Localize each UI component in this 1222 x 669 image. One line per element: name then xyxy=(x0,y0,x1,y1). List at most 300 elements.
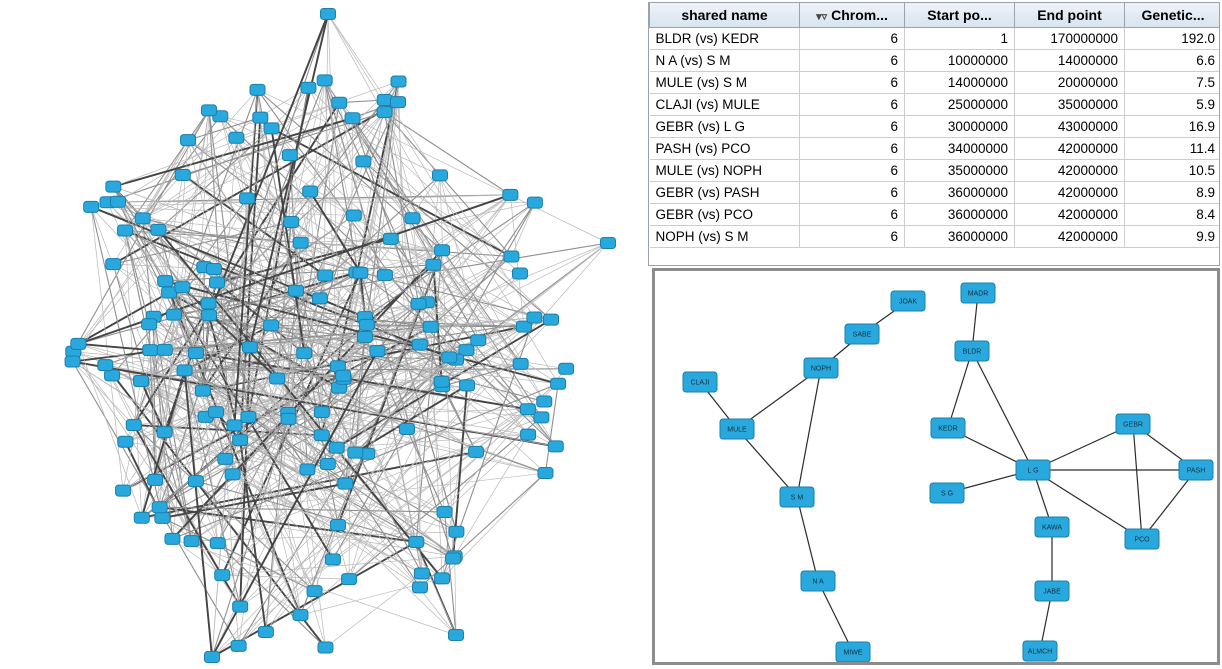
network-edge[interactable] xyxy=(797,497,818,581)
network-node[interactable] xyxy=(405,213,420,224)
network-node[interactable] xyxy=(270,373,285,384)
node-shape[interactable] xyxy=(503,189,518,200)
network-node[interactable] xyxy=(142,319,157,330)
node-shape[interactable] xyxy=(281,413,296,424)
node-shape[interactable] xyxy=(411,298,426,309)
node-shape[interactable] xyxy=(297,348,312,359)
table-row[interactable] xyxy=(650,72,1221,94)
node-shape[interactable] xyxy=(413,582,428,593)
node-shape[interactable] xyxy=(527,312,542,323)
node-shape[interactable] xyxy=(446,553,461,564)
node-shape[interactable] xyxy=(65,356,80,367)
network-node[interactable] xyxy=(353,267,368,278)
network-node[interactable] xyxy=(297,348,312,359)
node-shape[interactable] xyxy=(551,378,566,389)
network-node[interactable] xyxy=(1016,460,1050,480)
node-shape[interactable] xyxy=(188,476,203,487)
network-node[interactable] xyxy=(548,441,563,452)
network-node[interactable] xyxy=(181,135,196,146)
node-shape[interactable] xyxy=(320,458,335,469)
table-row[interactable] xyxy=(650,28,1221,50)
network-node[interactable] xyxy=(98,360,113,371)
node-shape[interactable] xyxy=(205,652,220,663)
network-node[interactable] xyxy=(346,210,361,221)
node-shape[interactable] xyxy=(435,573,450,584)
network-node[interactable] xyxy=(253,112,268,123)
network-node[interactable] xyxy=(84,201,99,212)
network-node[interactable] xyxy=(370,345,385,356)
network-node[interactable] xyxy=(512,268,527,279)
node-shape[interactable] xyxy=(181,135,196,146)
node-shape[interactable] xyxy=(318,270,333,281)
node-shape[interactable] xyxy=(106,259,121,270)
node-shape[interactable] xyxy=(537,396,552,407)
table-row[interactable] xyxy=(650,116,1221,138)
network-node[interactable] xyxy=(205,652,220,663)
network-node[interactable] xyxy=(188,476,203,487)
network-node[interactable] xyxy=(118,225,133,236)
node-shape[interactable] xyxy=(258,626,273,637)
network-node[interactable] xyxy=(312,293,327,304)
node-shape[interactable] xyxy=(460,380,475,391)
node-shape[interactable] xyxy=(559,363,574,374)
node-shape[interactable] xyxy=(307,586,322,597)
network-node[interactable] xyxy=(314,430,329,441)
node-shape[interactable] xyxy=(338,478,353,489)
node-shape[interactable] xyxy=(332,97,347,108)
network-node[interactable] xyxy=(106,181,121,192)
network-node[interactable] xyxy=(177,365,192,376)
node-shape[interactable] xyxy=(325,554,340,565)
network-node[interactable] xyxy=(412,339,427,350)
node-shape[interactable] xyxy=(233,601,248,612)
network-node[interactable] xyxy=(293,610,308,621)
network-node[interactable] xyxy=(527,197,542,208)
network-node[interactable] xyxy=(399,424,414,435)
network-node[interactable] xyxy=(504,251,519,262)
node-shape[interactable] xyxy=(353,267,368,278)
network-node[interactable] xyxy=(188,347,203,358)
network-node[interactable] xyxy=(377,94,392,105)
node-shape[interactable] xyxy=(432,170,447,181)
network-node[interactable] xyxy=(330,520,345,531)
node-shape[interactable] xyxy=(264,123,279,134)
node-shape[interactable] xyxy=(544,314,559,325)
node-shape[interactable] xyxy=(143,345,158,356)
network-node[interactable] xyxy=(383,233,398,244)
node-shape[interactable] xyxy=(377,270,392,281)
node-shape[interactable] xyxy=(157,344,172,355)
node-shape[interactable] xyxy=(293,237,308,248)
network-node[interactable] xyxy=(1035,581,1069,601)
node-shape[interactable] xyxy=(111,196,126,207)
node-shape[interactable] xyxy=(151,224,166,235)
node-shape[interactable] xyxy=(242,342,257,353)
network-node[interactable] xyxy=(284,217,299,228)
node-shape[interactable] xyxy=(435,245,450,256)
node-shape[interactable] xyxy=(133,375,148,386)
network-node[interactable] xyxy=(152,502,167,513)
network-edge[interactable] xyxy=(1133,424,1142,539)
node-shape[interactable] xyxy=(152,502,167,513)
network-node[interactable] xyxy=(503,189,518,200)
network-node[interactable] xyxy=(442,352,457,363)
node-shape[interactable] xyxy=(318,642,333,653)
network-node[interactable] xyxy=(320,458,335,469)
network-node[interactable] xyxy=(65,356,80,367)
network-node[interactable] xyxy=(175,282,190,293)
node-shape[interactable] xyxy=(442,352,457,363)
node-shape[interactable] xyxy=(377,107,392,118)
network-node[interactable] xyxy=(414,568,429,579)
node-shape[interactable] xyxy=(330,520,345,531)
network-node[interactable] xyxy=(71,338,86,349)
network-node[interactable] xyxy=(377,107,392,118)
network-node[interactable] xyxy=(134,512,149,523)
network-node[interactable] xyxy=(460,380,475,391)
network-node[interactable] xyxy=(281,413,296,424)
network-node[interactable] xyxy=(359,319,374,330)
network-node[interactable] xyxy=(206,263,221,274)
network-node[interactable] xyxy=(175,169,190,180)
network-node[interactable] xyxy=(184,536,199,547)
node-shape[interactable] xyxy=(208,407,223,418)
node-shape[interactable] xyxy=(345,113,360,124)
network-node[interactable] xyxy=(423,321,438,332)
node-shape[interactable] xyxy=(165,533,180,544)
network-node[interactable] xyxy=(233,601,248,612)
node-shape[interactable] xyxy=(504,251,519,262)
column-header-shared-name[interactable] xyxy=(650,3,800,28)
network-node[interactable] xyxy=(432,170,447,181)
network-node[interactable] xyxy=(303,186,318,197)
node-shape[interactable] xyxy=(412,339,427,350)
node-shape[interactable] xyxy=(548,441,563,452)
network-node[interactable] xyxy=(157,427,172,438)
node-shape[interactable] xyxy=(527,197,542,208)
node-shape[interactable] xyxy=(423,321,438,332)
node-shape[interactable] xyxy=(233,435,248,446)
network-node[interactable] xyxy=(209,277,224,288)
network-node[interactable] xyxy=(471,335,486,346)
network-node[interactable] xyxy=(158,276,173,287)
node-shape[interactable] xyxy=(225,469,240,480)
node-shape[interactable] xyxy=(405,213,420,224)
node-shape[interactable] xyxy=(300,464,315,475)
node-shape[interactable] xyxy=(293,610,308,621)
node-shape[interactable] xyxy=(348,447,363,458)
network-node[interactable] xyxy=(118,436,133,447)
node-shape[interactable] xyxy=(336,370,351,381)
node-shape[interactable] xyxy=(314,430,329,441)
network-node[interactable] xyxy=(411,298,426,309)
network-node[interactable] xyxy=(325,554,340,565)
node-shape[interactable] xyxy=(166,309,181,320)
network-node[interactable] xyxy=(437,506,452,517)
network-node[interactable] xyxy=(521,429,536,440)
node-shape[interactable] xyxy=(106,181,121,192)
network-node[interactable] xyxy=(357,331,372,342)
network-node[interactable] xyxy=(342,574,357,585)
node-shape[interactable] xyxy=(449,630,464,641)
node-shape[interactable] xyxy=(218,453,233,464)
node-shape[interactable] xyxy=(184,536,199,547)
node-shape[interactable] xyxy=(321,9,336,20)
network-node[interactable] xyxy=(338,478,353,489)
network-node[interactable] xyxy=(162,287,177,298)
table-row[interactable] xyxy=(650,50,1221,72)
node-shape[interactable] xyxy=(229,132,244,143)
node-shape[interactable] xyxy=(210,538,225,549)
table-row[interactable] xyxy=(650,204,1221,226)
node-shape[interactable] xyxy=(513,358,528,369)
network-node[interactable] xyxy=(683,372,717,392)
network-node[interactable] xyxy=(300,464,315,475)
network-node[interactable] xyxy=(426,259,441,270)
network-node[interactable] xyxy=(218,453,233,464)
node-shape[interactable] xyxy=(357,331,372,342)
subnetwork-view[interactable] xyxy=(652,268,1220,665)
network-edge[interactable] xyxy=(797,368,821,497)
network-node[interactable] xyxy=(537,396,552,407)
network-node[interactable] xyxy=(242,342,257,353)
table-row[interactable] xyxy=(650,182,1221,204)
network-node[interactable] xyxy=(250,84,265,95)
network-node[interactable] xyxy=(520,404,535,415)
node-shape[interactable] xyxy=(391,76,406,87)
network-node[interactable] xyxy=(106,259,121,270)
network-node[interactable] xyxy=(227,420,242,431)
network-node[interactable] xyxy=(210,538,225,549)
network-node[interactable] xyxy=(105,370,120,381)
node-shape[interactable] xyxy=(118,225,133,236)
node-shape[interactable] xyxy=(195,385,210,396)
node-shape[interactable] xyxy=(449,526,464,537)
network-node[interactable] xyxy=(233,435,248,446)
network-edge[interactable] xyxy=(105,365,222,575)
node-shape[interactable] xyxy=(359,319,374,330)
network-node[interactable] xyxy=(282,150,297,161)
network-node[interactable] xyxy=(435,573,450,584)
edge-table-panel[interactable] xyxy=(648,2,1220,266)
network-node[interactable] xyxy=(469,446,484,457)
network-node[interactable] xyxy=(165,533,180,544)
node-shape[interactable] xyxy=(188,347,203,358)
network-node[interactable] xyxy=(264,320,279,331)
network-node[interactable] xyxy=(348,447,363,458)
subnetwork-canvas[interactable] xyxy=(655,271,1217,662)
column-header-chromosome[interactable] xyxy=(800,3,905,28)
node-shape[interactable] xyxy=(227,420,242,431)
node-shape[interactable] xyxy=(312,293,327,304)
node-shape[interactable] xyxy=(469,446,484,457)
network-node[interactable] xyxy=(544,314,559,325)
node-shape[interactable] xyxy=(177,365,192,376)
network-node[interactable] xyxy=(318,270,333,281)
network-node[interactable] xyxy=(409,536,424,547)
column-header-start-point[interactable] xyxy=(905,3,1015,28)
network-node[interactable] xyxy=(1023,641,1057,661)
node-shape[interactable] xyxy=(240,193,255,204)
network-node[interactable] xyxy=(317,75,332,86)
network-node[interactable] xyxy=(538,468,553,479)
network-node[interactable] xyxy=(434,376,449,387)
node-shape[interactable] xyxy=(270,373,285,384)
node-shape[interactable] xyxy=(209,277,224,288)
node-shape[interactable] xyxy=(329,442,344,453)
network-node[interactable] xyxy=(446,553,461,564)
node-shape[interactable] xyxy=(158,276,173,287)
node-shape[interactable] xyxy=(538,468,553,479)
network-node[interactable] xyxy=(413,582,428,593)
node-shape[interactable] xyxy=(301,82,316,93)
network-node[interactable] xyxy=(435,245,450,256)
network-node[interactable] xyxy=(845,324,879,344)
network-edge[interactable] xyxy=(818,581,853,652)
node-shape[interactable] xyxy=(520,404,535,415)
table-row[interactable] xyxy=(650,138,1221,160)
node-shape[interactable] xyxy=(391,97,406,108)
node-shape[interactable] xyxy=(126,420,141,431)
network-node[interactable] xyxy=(356,156,371,167)
network-node[interactable] xyxy=(241,411,256,422)
network-node[interactable] xyxy=(534,412,549,423)
network-node[interactable] xyxy=(1125,529,1159,549)
network-node[interactable] xyxy=(780,487,814,507)
network-node[interactable] xyxy=(293,237,308,248)
network-node[interactable] xyxy=(264,123,279,134)
node-shape[interactable] xyxy=(202,310,217,321)
network-node[interactable] xyxy=(301,82,316,93)
node-shape[interactable] xyxy=(377,94,392,105)
network-node[interactable] xyxy=(135,213,150,224)
network-node[interactable] xyxy=(155,512,170,523)
network-node[interactable] xyxy=(804,358,838,378)
node-shape[interactable] xyxy=(414,568,429,579)
network-node[interactable] xyxy=(258,626,273,637)
network-node[interactable] xyxy=(166,309,181,320)
node-shape[interactable] xyxy=(175,282,190,293)
node-shape[interactable] xyxy=(534,412,549,423)
network-node[interactable] xyxy=(601,238,616,249)
node-shape[interactable] xyxy=(284,217,299,228)
node-shape[interactable] xyxy=(346,210,361,221)
network-node[interactable] xyxy=(449,630,464,641)
node-shape[interactable] xyxy=(409,536,424,547)
network-node[interactable] xyxy=(836,642,870,662)
network-edge[interactable] xyxy=(948,351,972,428)
node-shape[interactable] xyxy=(148,474,163,485)
node-shape[interactable] xyxy=(215,570,230,581)
node-shape[interactable] xyxy=(155,512,170,523)
node-shape[interactable] xyxy=(118,436,133,447)
network-node[interactable] xyxy=(955,341,989,361)
node-shape[interactable] xyxy=(250,84,265,95)
node-shape[interactable] xyxy=(105,370,120,381)
network-node[interactable] xyxy=(208,407,223,418)
node-shape[interactable] xyxy=(116,485,131,496)
node-shape[interactable] xyxy=(162,287,177,298)
network-node[interactable] xyxy=(329,442,344,453)
network-node[interactable] xyxy=(307,586,322,597)
network-node[interactable] xyxy=(1179,460,1213,480)
network-node[interactable] xyxy=(527,312,542,323)
network-node[interactable] xyxy=(321,9,336,20)
network-node[interactable] xyxy=(931,418,965,438)
node-shape[interactable] xyxy=(314,407,329,418)
node-shape[interactable] xyxy=(434,376,449,387)
network-node[interactable] xyxy=(720,419,754,439)
node-shape[interactable] xyxy=(142,319,157,330)
network-node[interactable] xyxy=(148,474,163,485)
node-shape[interactable] xyxy=(253,112,268,123)
node-shape[interactable] xyxy=(356,156,371,167)
network-node[interactable] xyxy=(1116,414,1150,434)
node-shape[interactable] xyxy=(98,360,113,371)
network-node[interactable] xyxy=(126,420,141,431)
network-node[interactable] xyxy=(801,571,835,591)
network-node[interactable] xyxy=(1035,517,1069,537)
table-row[interactable] xyxy=(650,94,1221,116)
node-shape[interactable] xyxy=(201,105,216,116)
network-node[interactable] xyxy=(391,76,406,87)
node-shape[interactable] xyxy=(264,320,279,331)
network-node[interactable] xyxy=(151,224,166,235)
network-node[interactable] xyxy=(215,570,230,581)
network-node[interactable] xyxy=(116,485,131,496)
network-node[interactable] xyxy=(377,270,392,281)
network-node[interactable] xyxy=(391,97,406,108)
network-node[interactable] xyxy=(318,642,333,653)
node-shape[interactable] xyxy=(175,169,190,180)
node-shape[interactable] xyxy=(317,75,332,86)
node-shape[interactable] xyxy=(383,233,398,244)
network-node[interactable] xyxy=(551,378,566,389)
network-node[interactable] xyxy=(143,345,158,356)
filter-icon[interactable]: ▾▿ xyxy=(816,10,828,23)
network-node[interactable] xyxy=(157,344,172,355)
node-shape[interactable] xyxy=(370,345,385,356)
node-shape[interactable] xyxy=(231,640,246,651)
network-node[interactable] xyxy=(111,196,126,207)
table-row[interactable] xyxy=(650,226,1221,248)
network-node[interactable] xyxy=(195,385,210,396)
node-shape[interactable] xyxy=(399,424,414,435)
network-node[interactable] xyxy=(201,298,216,309)
node-shape[interactable] xyxy=(201,298,216,309)
network-node[interactable] xyxy=(225,469,240,480)
network-node[interactable] xyxy=(336,370,351,381)
network-node[interactable] xyxy=(930,483,964,503)
network-node[interactable] xyxy=(513,358,528,369)
network-node[interactable] xyxy=(449,526,464,537)
column-header-genetic[interactable] xyxy=(1125,3,1221,28)
node-shape[interactable] xyxy=(601,238,616,249)
network-node[interactable] xyxy=(332,97,347,108)
network-node[interactable] xyxy=(891,291,925,311)
node-shape[interactable] xyxy=(426,259,441,270)
network-node[interactable] xyxy=(133,375,148,386)
node-shape[interactable] xyxy=(134,512,149,523)
network-node[interactable] xyxy=(288,285,303,296)
network-node[interactable] xyxy=(231,640,246,651)
network-node[interactable] xyxy=(559,363,574,374)
node-shape[interactable] xyxy=(437,506,452,517)
network-node[interactable] xyxy=(201,105,216,116)
node-shape[interactable] xyxy=(135,213,150,224)
network-node[interactable] xyxy=(314,407,329,418)
network-node[interactable] xyxy=(345,113,360,124)
